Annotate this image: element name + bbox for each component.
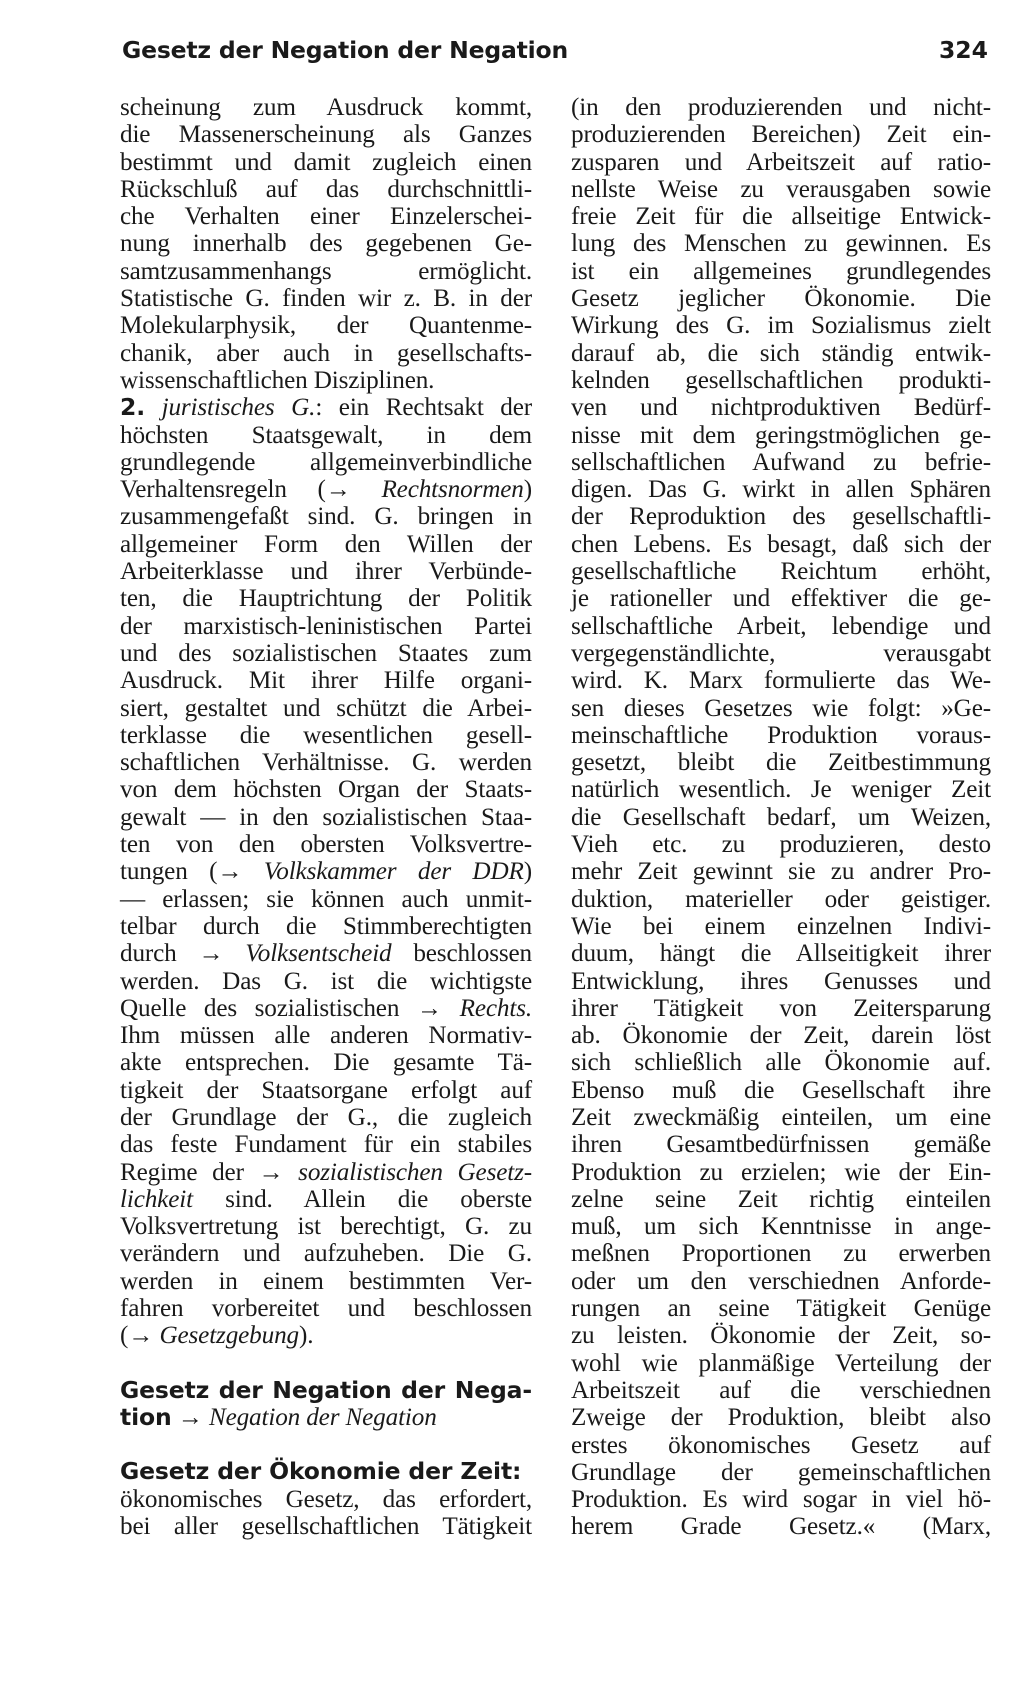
- text-line: wird. K. Marx formulierte das We-: [571, 667, 991, 695]
- text-line: Gesetz jeglicher Ökonomie. Die: [571, 285, 991, 313]
- text-line: grundlegende allgemeinverbindliche: [120, 448, 532, 476]
- line-volkskammer: [120, 858, 532, 885]
- juristic-term: juristisches G.: [161, 394, 316, 422]
- lichkeit-post: sind. Allein die oberste: [192, 1185, 532, 1213]
- text-line: Wie bei einem einzelnen Indivi-: [571, 912, 991, 940]
- arrow-icon: →: [128, 1322, 154, 1350]
- rechts-pre: Quelle des sozialistischen: [120, 994, 417, 1022]
- entry-heading-oekonomie: Gesetz der Ökonomie der Zeit:: [120, 1457, 522, 1486]
- volksentscheid-pre: durch: [120, 940, 199, 968]
- text-line: duum, hängt die Allseitigkeit ihrer: [571, 940, 991, 968]
- text-line: je rationeller und effektiver die ge-: [571, 585, 991, 613]
- text-line: nisse mit dem geringstmöglichen ge-: [571, 421, 991, 449]
- text-line: (in den produzierenden und nicht-: [571, 94, 991, 121]
- entry-spacer: [120, 1350, 532, 1377]
- text-line: verändern und aufzuheben. Die G.: [120, 1240, 532, 1268]
- text-line: Wirkung des G. im Sozialismus zielt: [571, 312, 991, 340]
- ref-negation-der-negation: Negation der Negation: [208, 1403, 437, 1431]
- text-line: bestimmt und damit zugleich einen: [120, 148, 532, 176]
- text-line: che Verhalten einer Einzelerschei-: [120, 203, 532, 231]
- line-rechtsnormen: [120, 476, 532, 503]
- arrow-icon: →: [325, 476, 351, 504]
- arrow-icon: →: [177, 1403, 203, 1431]
- juristic-first-line-rest: : ein Rechtsakt der: [315, 394, 533, 422]
- text-line: Ebenso muß die Gesellschaft ihre: [571, 1076, 991, 1104]
- line-c: — erlassen; sie können auch unmit-: [120, 885, 532, 913]
- text-line: darauf ab, die sich ständig entwik-: [571, 339, 991, 367]
- text-line: oder um den verschiednen Anforde-: [571, 1267, 991, 1295]
- text-line: zusparen und Arbeitszeit auf ratio-: [571, 148, 991, 176]
- text-line: der Grundlage der G., die zugleich: [120, 1103, 532, 1131]
- text-line: Ihm müssen alle anderen Normativ-: [120, 1022, 532, 1050]
- text-line: sich schließlich alle Ökonomie auf.: [571, 1049, 991, 1077]
- text-line: ten von den obersten Volksvertre-: [120, 831, 532, 859]
- text-line: vergegenständlichte, verausgabt: [571, 639, 991, 667]
- text-line: tigkeit der Staatsorgane erfolgt auf: [120, 1076, 532, 1104]
- page-number: 324: [938, 36, 988, 64]
- text-line: zusammengefaßt sind. G. bringen in: [120, 503, 532, 531]
- text-line: ab. Ökonomie der Zeit, darein löst: [571, 1022, 991, 1050]
- text-line: schaftlichen Verhältnisse. G. werden: [120, 749, 532, 777]
- text-line: Vieh etc. zu produzieren, desto: [571, 831, 991, 859]
- text-line: meßnen Proportionen zu erwerben: [571, 1240, 991, 1268]
- text-line: gewalt — in den sozialistischen Staa-: [120, 803, 532, 831]
- volkskammer-pre: tungen (: [120, 858, 218, 886]
- entry-heading-negation-cont: tion: [120, 1402, 172, 1431]
- regime-pre: Regime der: [120, 1158, 259, 1186]
- text-line: die Gesellschaft bedarf, um Weizen,: [571, 803, 991, 831]
- text-line: chen Lebens. Es besagt, daß sich der: [571, 530, 991, 558]
- text-line: Zeit zweckmäßig einteilen, um eine: [571, 1103, 991, 1131]
- text-line: zu leisten. Ökonomie der Zeit, so-: [571, 1322, 991, 1350]
- text-line: Arbeitszeit auf die verschiednen: [571, 1376, 991, 1404]
- entry-negation-ref-line: [120, 1404, 532, 1431]
- entry-heading-negation: Gesetz der Negation der Nega-: [120, 1375, 532, 1404]
- arrow-icon: →: [198, 940, 224, 968]
- text-line: digen. Das G. wirkt in allen Sphären: [571, 476, 991, 504]
- text-line: ihren Gesamtbedürfnissen gemäße: [571, 1131, 991, 1159]
- line-rechts: [120, 995, 532, 1022]
- text-line: wohl wie planmäßige Verteilung der: [571, 1349, 991, 1377]
- juristic-entry-first-line: [120, 394, 532, 421]
- juristic-lines-f: [120, 1022, 532, 1158]
- line-d: telbar durch die Stimmberechtigten: [120, 912, 532, 940]
- text-line: wissenschaftlichen Disziplinen.: [120, 366, 435, 394]
- left-column: [120, 94, 532, 1540]
- line-e: werden. Das G. ist die wichtigste: [120, 967, 532, 995]
- text-line: sellschaftlichen Aufwand zu befrie-: [571, 448, 991, 476]
- text-line: chanik, aber auch in gesellschafts-: [120, 339, 532, 367]
- text-line: werden in einem bestimmten Ver-: [120, 1267, 532, 1295]
- text-line: gesetzt, bleibt die Zeitbestimmung: [571, 749, 991, 777]
- text-line: erstes ökonomisches Gesetz auf: [571, 1431, 991, 1459]
- line-volksentscheid: [120, 940, 532, 967]
- text-line: Molekularphysik, der Quantenme-: [120, 312, 532, 340]
- text-line: der Reproduktion des gesellschaftli-: [571, 503, 991, 531]
- juristic-lines-a: [120, 422, 532, 477]
- ref-gesetzgebung: Gesetzgebung: [159, 1322, 299, 1350]
- text-line: rungen an seine Tätigkeit Genüge: [571, 1295, 991, 1323]
- page-header: [122, 36, 988, 80]
- juristic-lines-g: [120, 1213, 532, 1322]
- text-line: ten, die Hauptrichtung der Politik: [120, 585, 532, 613]
- ref-volksentscheid: Volksentscheid: [245, 940, 392, 968]
- text-line: akte entsprechen. Die gesamte Tä-: [120, 1049, 532, 1077]
- volksentscheid-post: beschlossen: [391, 940, 532, 968]
- entry-spacer: [120, 1431, 532, 1458]
- text-line: zelne seine Zeit richtig einteilen: [571, 1185, 991, 1213]
- running-head: Gesetz der Negation der Negation: [122, 36, 568, 64]
- text-line: gesellschaftliche Reichtum erhöht,: [571, 558, 991, 586]
- juristic-number: 2.: [120, 393, 145, 422]
- text-line: sellschaftliche Arbeit, lebendige und: [571, 612, 991, 640]
- text-line: samtzusammenhangs ermöglicht.: [120, 257, 532, 285]
- text-line: siert, gestaltet und schützt die Arbei-: [120, 694, 532, 722]
- text-line: muß, um sich Kenntnisse in ange-: [571, 1213, 991, 1241]
- text-line: der marxistisch-leninistischen Partei: [120, 612, 532, 640]
- text-line: Ausdruck. Mit ihrer Hilfe organi-: [120, 667, 532, 695]
- text-line: Grundlage der gemeinschaftlichen: [571, 1458, 991, 1486]
- line-lichkeit: [120, 1186, 532, 1213]
- ref-rechtsnormen: Rechtsnormen: [381, 476, 524, 504]
- text-line: duktion, materieller oder geistiger.: [571, 885, 991, 913]
- text-line: freie Zeit für die allseitige Entwick-: [571, 203, 991, 231]
- text-line: herem Grade Gesetz.« (Marx,: [571, 1513, 991, 1541]
- text-line: Statistische G. finden wir z. B. in der: [120, 285, 532, 313]
- text-line: fahren vorbereitet und beschlossen: [120, 1295, 532, 1323]
- line-regime: [120, 1159, 532, 1186]
- ref-rechts: Rechts.: [459, 994, 532, 1022]
- ref-lichkeit: lichkeit: [120, 1185, 193, 1213]
- text-line: Volksvertretung ist berechtigt, G. zu: [120, 1213, 532, 1241]
- ref-sozialistischen-gesetz: sozialistischen Gesetz-: [298, 1158, 532, 1186]
- text-line: mehr Zeit gewinnt sie zu andrer Pro-: [571, 858, 991, 886]
- text-line: ist ein allgemeines grundlegendes: [571, 257, 991, 285]
- arrow-icon: →: [217, 858, 243, 886]
- left-intro-lines: [120, 94, 532, 394]
- right-column: [571, 94, 991, 1541]
- text-line: das feste Fundament für ein stabiles: [120, 1131, 532, 1159]
- entry-oekonomie-lines: [120, 1486, 532, 1541]
- text-line: Produktion. Es wird sogar in viel hö-: [571, 1486, 991, 1514]
- ref-volkskammer: Volkskammer der DDR: [263, 858, 524, 886]
- text-line: produzierenden Bereichen) Zeit ein-: [571, 121, 991, 149]
- text-line: allgemeiner Form den Willen der: [120, 530, 532, 558]
- text-line: meinschaftliche Produktion voraus-: [571, 721, 991, 749]
- text-line: Rückschluß auf das durchschnittli-: [120, 175, 532, 203]
- text-line: nellste Weise zu verausgaben sowie: [571, 175, 991, 203]
- right-column-lines: [571, 94, 991, 1541]
- text-line: und des sozialistischen Staates zum: [120, 639, 532, 667]
- arrow-icon: →: [258, 1158, 284, 1186]
- text-line: ökonomisches Gesetz, das erfordert,: [120, 1485, 532, 1513]
- arrow-icon: →: [416, 994, 442, 1022]
- juristic-lines-b: [120, 503, 532, 858]
- text-line: Produktion zu erzielen; wie der Ein-: [571, 1158, 991, 1186]
- text-line: Arbeiterklasse und ihrer Verbünde-: [120, 558, 532, 586]
- text-line: Zweige der Produktion, bleibt also: [571, 1404, 991, 1432]
- text-line: scheinung zum Ausdruck kommt,: [120, 94, 532, 121]
- text-line: kelnden gesellschaftlichen produkti-: [571, 366, 991, 394]
- text-line: natürlich wesentlich. Je weniger Zeit: [571, 776, 991, 804]
- gesetzgebung-post: ).: [298, 1322, 314, 1350]
- text-line: terklasse die wesentlichen gesell-: [120, 721, 532, 749]
- text-line: die Massenerscheinung als Ganzes: [120, 121, 532, 149]
- rechtsnormen-pre: Verhaltensregeln (: [120, 476, 326, 504]
- text-line: Entwicklung, ihres Genusses und: [571, 967, 991, 995]
- rechtsnormen-post: ): [523, 476, 532, 504]
- text-line: nung innerhalb des gegebenen Ge-: [120, 230, 532, 258]
- text-line: ihrer Tätigkeit von Zeitersparung: [571, 994, 991, 1022]
- text-line: ven und nichtproduktiven Bedürf-: [571, 394, 991, 422]
- text-line: bei aller gesellschaftlichen Tätigkeit: [120, 1512, 532, 1540]
- text-line: von dem höchsten Organ der Staats-: [120, 776, 532, 804]
- gesetzgebung-pre: (: [120, 1322, 129, 1350]
- text-line: sen dieses Gesetzes wie folgt: »Ge-: [571, 694, 991, 722]
- text-line: höchsten Staatsgewalt, in dem: [120, 421, 532, 449]
- volkskammer-post: ): [523, 858, 533, 886]
- line-gesetzgebung: [120, 1322, 532, 1349]
- text-line: lung des Menschen zu gewinnen. Es: [571, 230, 991, 258]
